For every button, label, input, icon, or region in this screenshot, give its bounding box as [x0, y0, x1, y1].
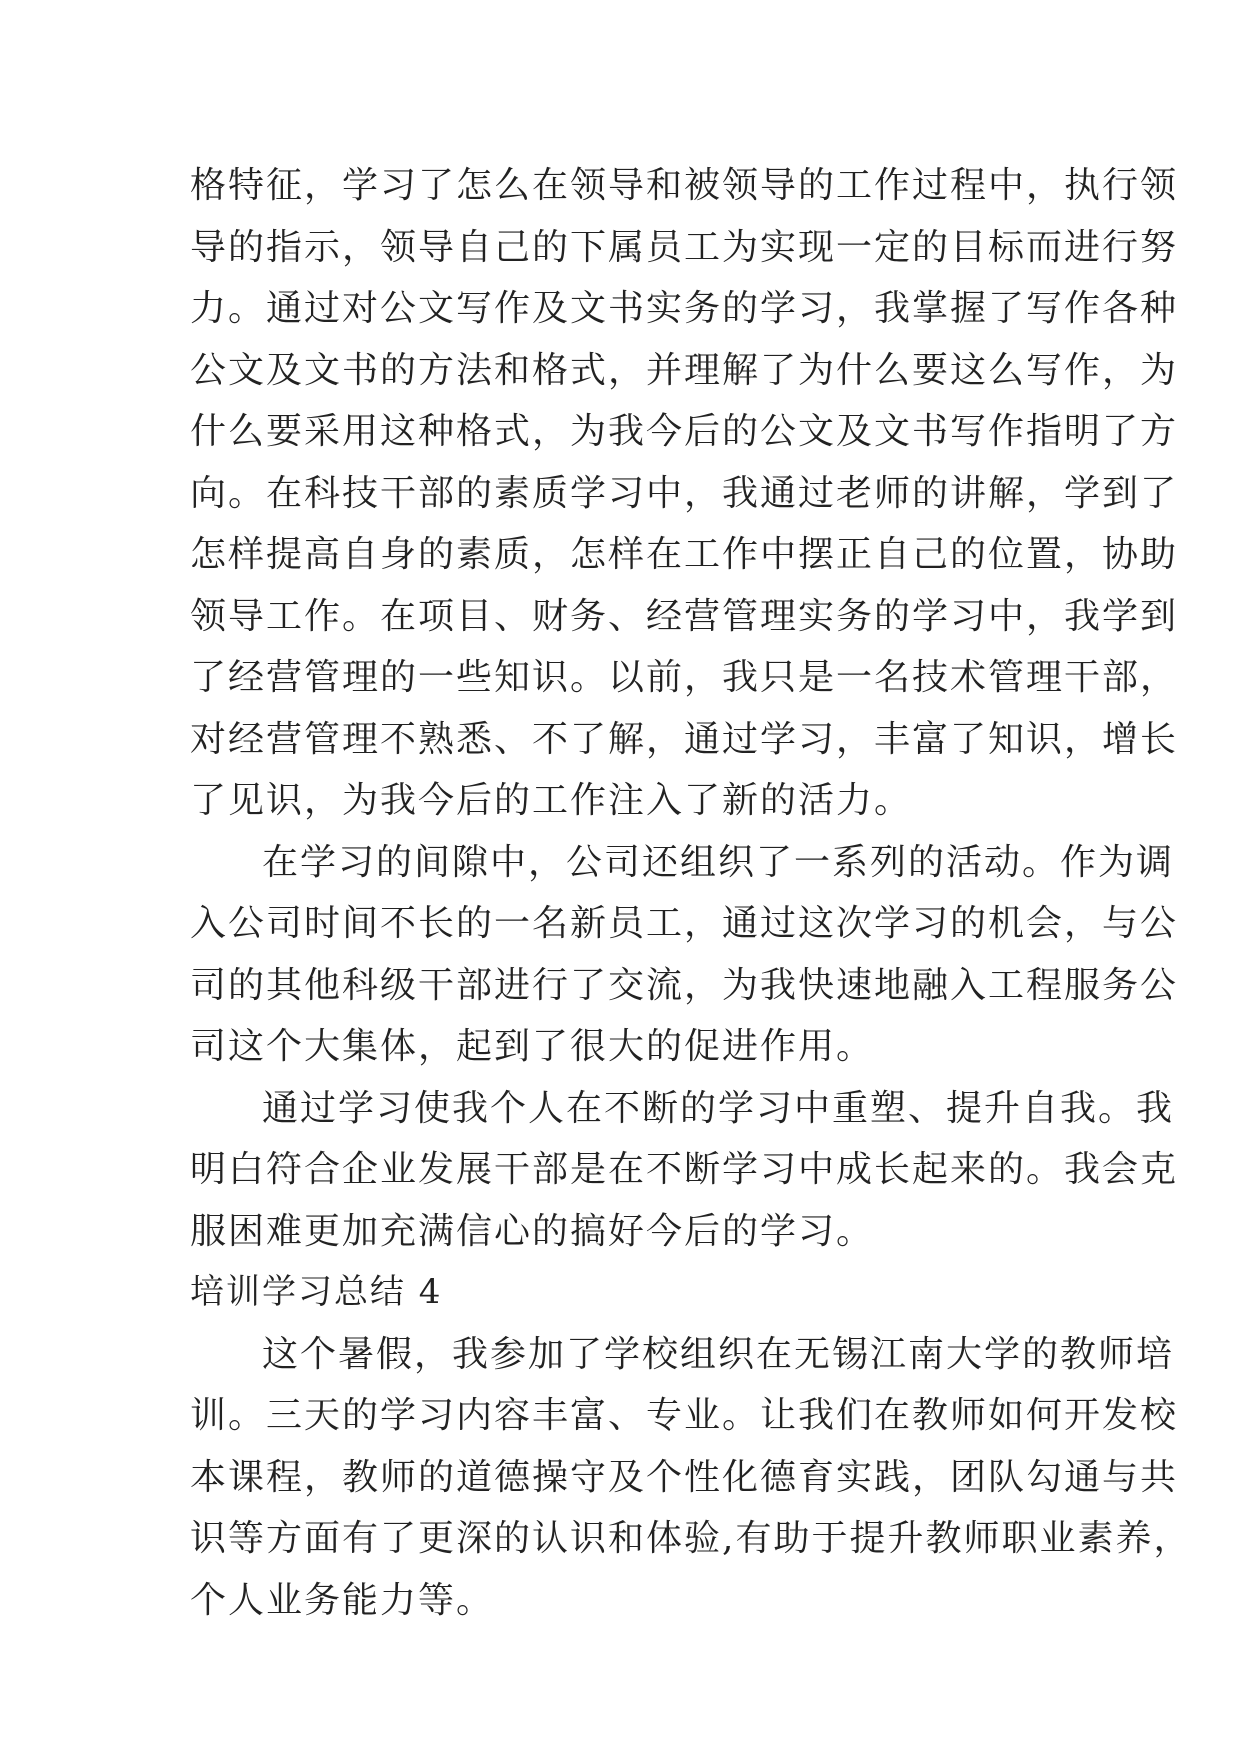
- text-line: 公文及文书的方法和格式，并理解了为什么要这么写作，为: [190, 349, 1179, 391]
- text-line: 了经营管理的一些知识。以前，我只是一名技术管理干部，: [190, 657, 1179, 698]
- text-line: 格特征，学习了怎么在领导和被领导的工作过程中，执行领: [190, 165, 1179, 206]
- paragraph-start-line: 在学习的间隙中，公司还组织了一系列的活动。作为调: [262, 841, 1175, 883]
- document-body: [190, 155, 1192, 1631]
- text-line: 个人业务能力等。: [190, 1579, 495, 1621]
- text-line: 明白符合企业发展干部是在不断学习中成长起来的。我会克: [190, 1149, 1179, 1190]
- text-line: 本课程，教师的道德操守及个性化德育实践，团队勾通与共: [190, 1456, 1179, 1498]
- text-line: 司这个大集体，起到了很大的促进作用。: [190, 1026, 875, 1067]
- text-line: 入公司时间不长的一名新员工，通过这次学习的机会，与公: [190, 903, 1179, 944]
- text-line: 领导工作。在项目、财务、经营管理实务的学习中，我学到: [190, 595, 1179, 637]
- text-line: 向。在科技干部的素质学习中，我通过老师的讲解，学到了: [190, 472, 1179, 514]
- text-line: 了见识，为我今后的工作注入了新的活力。: [190, 780, 913, 821]
- text-line: 司的其他科级干部进行了交流，为我快速地融入工程服务公: [190, 964, 1179, 1006]
- paragraph-start-line: 这个暑假，我参加了学校组织在无锡江南大学的教师培: [262, 1333, 1175, 1375]
- text-line: 导的指示，领导自己的下属员工为实现一定的目标而进行努: [190, 226, 1179, 268]
- text-line: 怎样提高自身的素质，怎样在工作中摆正自己的位置，协助: [190, 534, 1179, 575]
- text-line: 训。三天的学习内容丰富、专业。让我们在教师如何开发校: [190, 1395, 1179, 1436]
- text-line: 服困难更加充满信心的搞好今后的学习。: [190, 1210, 875, 1252]
- text-line: 力。通过对公文写作及文书实务的学习，我掌握了写作各种: [190, 288, 1179, 329]
- paragraph-start-line: 通过学习使我个人在不断的学习中重塑、提升自我。我: [262, 1087, 1175, 1129]
- text-line: 什么要采用这种格式，为我今后的公文及文书写作指明了方: [190, 411, 1179, 452]
- text-line: 识等方面有了更深的认识和体验,有助于提升教师职业素养，: [190, 1518, 1192, 1559]
- text-line: 对经营管理不熟悉、不了解，通过学习，丰富了知识，增长: [190, 718, 1179, 760]
- section-heading: 培训学习总结 4: [190, 1272, 443, 1312]
